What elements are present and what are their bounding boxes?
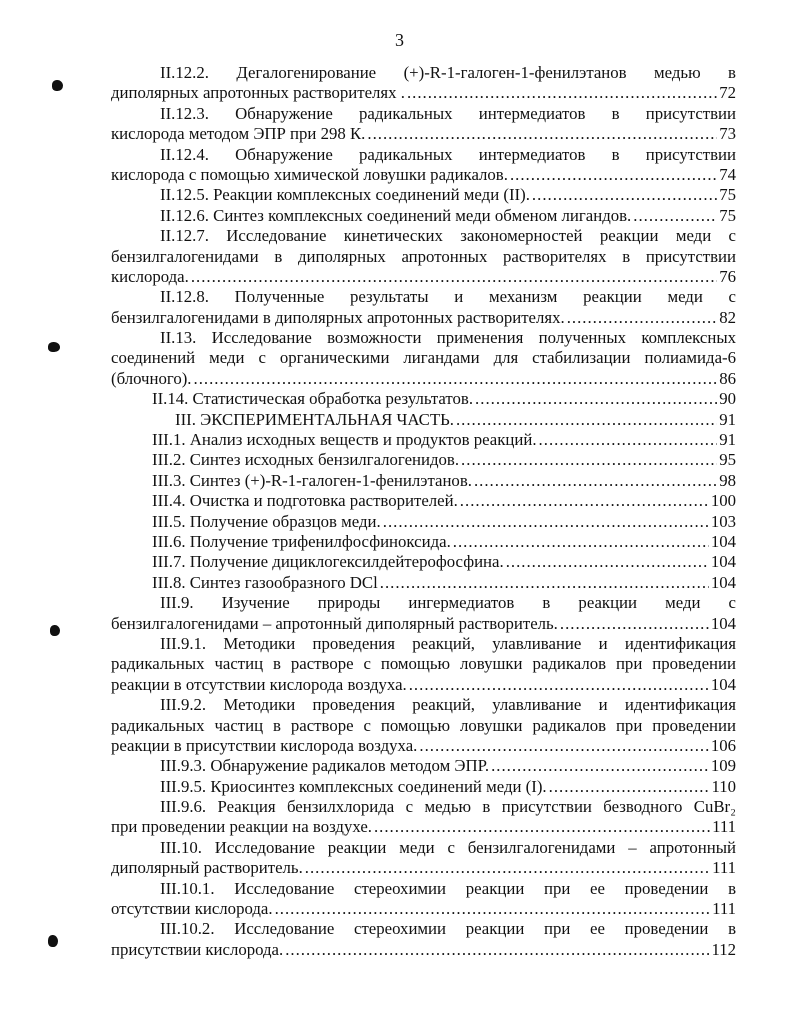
dot-leader xyxy=(474,471,717,491)
toc-page-number: 72 xyxy=(719,83,736,103)
toc-entry-title: диполярный растворитель. xyxy=(111,858,303,878)
toc-entry[interactable] xyxy=(111,756,736,776)
dot-leader xyxy=(191,267,717,287)
toc-entry-title: бензилгалогенидами – апротонный диполярный растворитель. xyxy=(111,613,558,633)
toc-entry[interactable] xyxy=(111,593,736,634)
toc-entry-title: III.2. Синтез исходных бензилгалогенидов. xyxy=(152,450,460,470)
scan-mark xyxy=(52,80,63,91)
dot-leader xyxy=(510,165,717,185)
toc-entry-last-line xyxy=(111,817,736,837)
dot-leader xyxy=(475,389,717,409)
dot-leader xyxy=(453,532,709,552)
toc-page-number: 91 xyxy=(719,409,736,429)
dot-leader xyxy=(491,756,709,776)
toc-entry-title: III.6. Получение трифенилфосфиноксида. xyxy=(152,531,451,551)
toc-entry[interactable] xyxy=(111,919,736,960)
toc-entry-last-line xyxy=(111,573,736,593)
dot-leader xyxy=(460,491,709,511)
toc-page-number: 112 xyxy=(711,939,736,959)
toc-entry-last-line xyxy=(111,206,736,226)
toc-entry-title: реакции в отсутствии кислорода воздуха. xyxy=(111,674,407,694)
dot-leader xyxy=(633,206,717,226)
toc-page-number: 104 xyxy=(710,572,736,592)
toc-page-number: 106 xyxy=(710,735,736,755)
toc-page-number: 90 xyxy=(719,389,736,409)
toc-entry-last-line xyxy=(111,858,736,878)
dot-leader xyxy=(461,450,717,470)
table-of-contents xyxy=(111,63,736,960)
toc-entry-line: соединений меди с органическими лигандами для стабилизации полиамида-6 xyxy=(111,348,736,368)
toc-entry[interactable] xyxy=(111,471,736,491)
dot-leader xyxy=(560,614,709,634)
toc-page-number: 91 xyxy=(719,430,736,450)
toc-page-number: 111 xyxy=(712,899,736,919)
toc-entry[interactable] xyxy=(111,226,736,287)
toc-entry-last-line xyxy=(111,471,736,491)
toc-entry-last-line xyxy=(111,389,736,409)
toc-entry-title: диполярных апротонных растворителях . xyxy=(111,83,405,103)
toc-entry[interactable] xyxy=(111,63,736,104)
toc-entry-line: бензилгалогенидами в диполярных апротонных растворителях в присутствии xyxy=(111,246,736,266)
toc-entry[interactable] xyxy=(111,695,736,756)
toc-entry-title: кислорода. xyxy=(111,266,189,286)
toc-page-number: 76 xyxy=(719,266,736,286)
toc-entry-title: II.14. Статистическая обработка результатов. xyxy=(152,389,474,409)
toc-entry-line: радикальных частиц в растворе с помощью ловушки радикалов при проведении xyxy=(111,715,736,735)
dot-leader xyxy=(305,858,710,878)
toc-page-number: 73 xyxy=(719,124,736,144)
toc-page-number: 95 xyxy=(719,450,736,470)
toc-entry-title: кислорода методом ЭПР при 298 К. xyxy=(111,124,366,144)
dot-leader xyxy=(367,124,717,144)
dot-leader xyxy=(383,512,709,532)
dot-leader xyxy=(549,777,710,797)
toc-entry[interactable] xyxy=(111,450,736,470)
toc-entry-title: реакции в присутствии кислорода воздуха. xyxy=(111,735,418,755)
toc-entry[interactable] xyxy=(111,104,736,145)
toc-entry-line: III.9.1. Методики проведения реакций, улавливание и идентификация xyxy=(160,633,736,653)
toc-entry-last-line xyxy=(111,899,736,919)
toc-entry[interactable] xyxy=(111,185,736,205)
toc-entry-title: бензилгалогенидами в диполярных апротонных растворителях. xyxy=(111,307,565,327)
toc-entry-line: II.12.7. Исследование кинетических закономерностей реакции меди с xyxy=(160,226,736,246)
toc-page-number: 111 xyxy=(712,817,736,837)
toc-page-number: 98 xyxy=(719,470,736,490)
toc-entry-last-line xyxy=(111,756,736,776)
toc-entry-line: II.12.2. Дегалогенирование (+)-R-1-галоген-1-фенилэтанов медью в xyxy=(160,63,736,82)
toc-entry-last-line xyxy=(111,614,736,634)
toc-entry[interactable] xyxy=(111,410,736,430)
toc-entry[interactable] xyxy=(111,838,736,879)
toc-entry-last-line xyxy=(111,410,736,430)
scan-mark xyxy=(48,935,58,947)
toc-entry-last-line xyxy=(111,83,736,103)
toc-page-number: 110 xyxy=(711,776,736,796)
toc-entry-last-line xyxy=(111,940,736,960)
toc-entry-last-line xyxy=(111,450,736,470)
toc-page-number: 104 xyxy=(710,531,736,551)
toc-entry-title: III. ЭКСПЕРИМЕНТАЛЬНАЯ ЧАСТЬ. xyxy=(175,409,454,429)
toc-entry-title: (блочного). xyxy=(111,368,192,388)
toc-page-number: 104 xyxy=(710,674,736,694)
toc-entry-line: III.9.2. Методики проведения реакций, улавливание и идентификация xyxy=(160,695,736,715)
dot-leader xyxy=(374,817,710,837)
dot-leader xyxy=(407,83,717,103)
toc-entry-line: II.12.8. Полученные результаты и механизм реакции меди с xyxy=(160,287,736,307)
toc-entry[interactable] xyxy=(111,797,736,838)
toc-entry[interactable] xyxy=(111,287,736,328)
dot-leader xyxy=(194,369,718,389)
toc-entry-title: III.3. Синтез (+)-R-1-галоген-1-фенилэтанов. xyxy=(152,470,472,490)
toc-entry-line: радикальных частиц в растворе с помощью ловушки радикалов при проведении xyxy=(111,654,736,674)
toc-entry-line: III.9.6. Реакция бензилхлорида с медью в присутствии безводного CuBr₂ xyxy=(160,797,736,817)
toc-entry[interactable] xyxy=(111,512,736,532)
toc-entry-title: III.4. Очистка и подготовка растворителей. xyxy=(152,491,458,511)
page-number: 3 xyxy=(395,30,404,50)
toc-entry[interactable] xyxy=(111,552,736,572)
toc-entry[interactable] xyxy=(111,573,736,593)
toc-entry[interactable] xyxy=(111,491,736,511)
dot-leader xyxy=(275,899,711,919)
toc-entry[interactable] xyxy=(111,532,736,552)
dot-leader xyxy=(506,552,709,572)
dot-leader xyxy=(380,573,709,593)
scan-mark xyxy=(50,625,60,636)
dot-leader xyxy=(532,185,717,205)
scan-mark xyxy=(48,342,60,352)
toc-entry-line: II.12.3. Обнаружение радикальных интермедиатов в присутствии xyxy=(160,103,736,123)
toc-entry-last-line xyxy=(111,777,736,797)
toc-entry-title: II.12.6. Синтез комплексных соединений меди обменом лигандов. xyxy=(160,205,632,225)
toc-entry[interactable] xyxy=(111,206,736,226)
toc-entry-line: III.9. Изучение природы ингермедиатов в реакции меди с xyxy=(160,593,736,613)
toc-entry-last-line xyxy=(111,308,736,328)
toc-entry-line: III.10.2. Исследование стереохимии реакции при ее проведении в xyxy=(160,919,736,939)
toc-entry-last-line xyxy=(111,124,736,144)
toc-entry-last-line xyxy=(111,185,736,205)
toc-page-number: 75 xyxy=(719,205,736,225)
toc-entry-title: при проведении реакции на воздухе. xyxy=(111,817,372,837)
toc-page-number: 104 xyxy=(710,613,736,633)
toc-entry-last-line xyxy=(111,736,736,756)
toc-entry-title: кислорода с помощью химической ловушки радикалов. xyxy=(111,164,508,184)
dot-leader xyxy=(419,736,708,756)
toc-entry-last-line xyxy=(111,532,736,552)
dot-leader xyxy=(456,410,717,430)
toc-entry-last-line xyxy=(111,512,736,532)
toc-entry[interactable] xyxy=(111,145,736,186)
toc-page-number: 74 xyxy=(719,164,736,184)
toc-entry[interactable] xyxy=(111,634,736,695)
toc-entry-last-line xyxy=(111,267,736,287)
toc-entry-last-line xyxy=(111,369,736,389)
toc-entry[interactable] xyxy=(111,389,736,409)
toc-entry-title: III.7. Получение дициклогексилдейтерофосфина. xyxy=(152,552,504,572)
toc-entry-title: присутствии кислорода. xyxy=(111,939,284,959)
toc-entry-line: II.12.4. Обнаружение радикальных интермедиатов в присутствии xyxy=(160,144,736,164)
toc-entry[interactable] xyxy=(111,879,736,920)
toc-page-number: 111 xyxy=(712,858,736,878)
toc-page-number: 109 xyxy=(710,756,736,776)
toc-entry-title: III.9.5. Криосинтез комплексных соединений меди (I). xyxy=(160,776,547,796)
toc-entry-title: III.5. Получение образцов меди. xyxy=(152,511,381,531)
toc-entry-line: III.10.1. Исследование стереохимии реакции при ее проведении в xyxy=(160,878,736,898)
toc-entry-title: III.1. Анализ исходных веществ и продуктов реакций. xyxy=(152,430,537,450)
toc-entry-last-line xyxy=(111,491,736,511)
toc-page-number: 104 xyxy=(710,552,736,572)
toc-entry-last-line xyxy=(111,552,736,572)
dot-leader xyxy=(539,430,718,450)
toc-entry-last-line xyxy=(111,165,736,185)
dot-leader xyxy=(567,308,718,328)
toc-entry-title: III.8. Синтез газообразного DCl xyxy=(152,572,378,592)
toc-entry[interactable] xyxy=(111,328,736,389)
toc-entry-line: II.13. Исследование возможности применения полученных комплексных xyxy=(160,328,736,348)
toc-entry-title: отсутствии кислорода. xyxy=(111,899,273,919)
dot-leader xyxy=(409,675,709,695)
toc-entry-last-line xyxy=(111,430,736,450)
toc-entry-title: III.9.3. Обнаружение радикалов методом ЭПР. xyxy=(160,756,490,776)
toc-entry[interactable] xyxy=(111,777,736,797)
toc-entry-line: III.10. Исследование реакции меди с бензилгалогенидами – апротонный xyxy=(160,837,736,857)
toc-entry-last-line xyxy=(111,675,736,695)
toc-entry-title: II.12.5. Реакции комплексных соединений меди (II). xyxy=(160,185,530,205)
toc-entry[interactable] xyxy=(111,430,736,450)
toc-page-number: 75 xyxy=(719,185,736,205)
toc-page-number: 100 xyxy=(710,491,736,511)
toc-page-number: 82 xyxy=(719,307,736,327)
toc-page-number: 86 xyxy=(719,368,736,388)
dot-leader xyxy=(285,940,709,960)
toc-page-number: 103 xyxy=(710,511,736,531)
